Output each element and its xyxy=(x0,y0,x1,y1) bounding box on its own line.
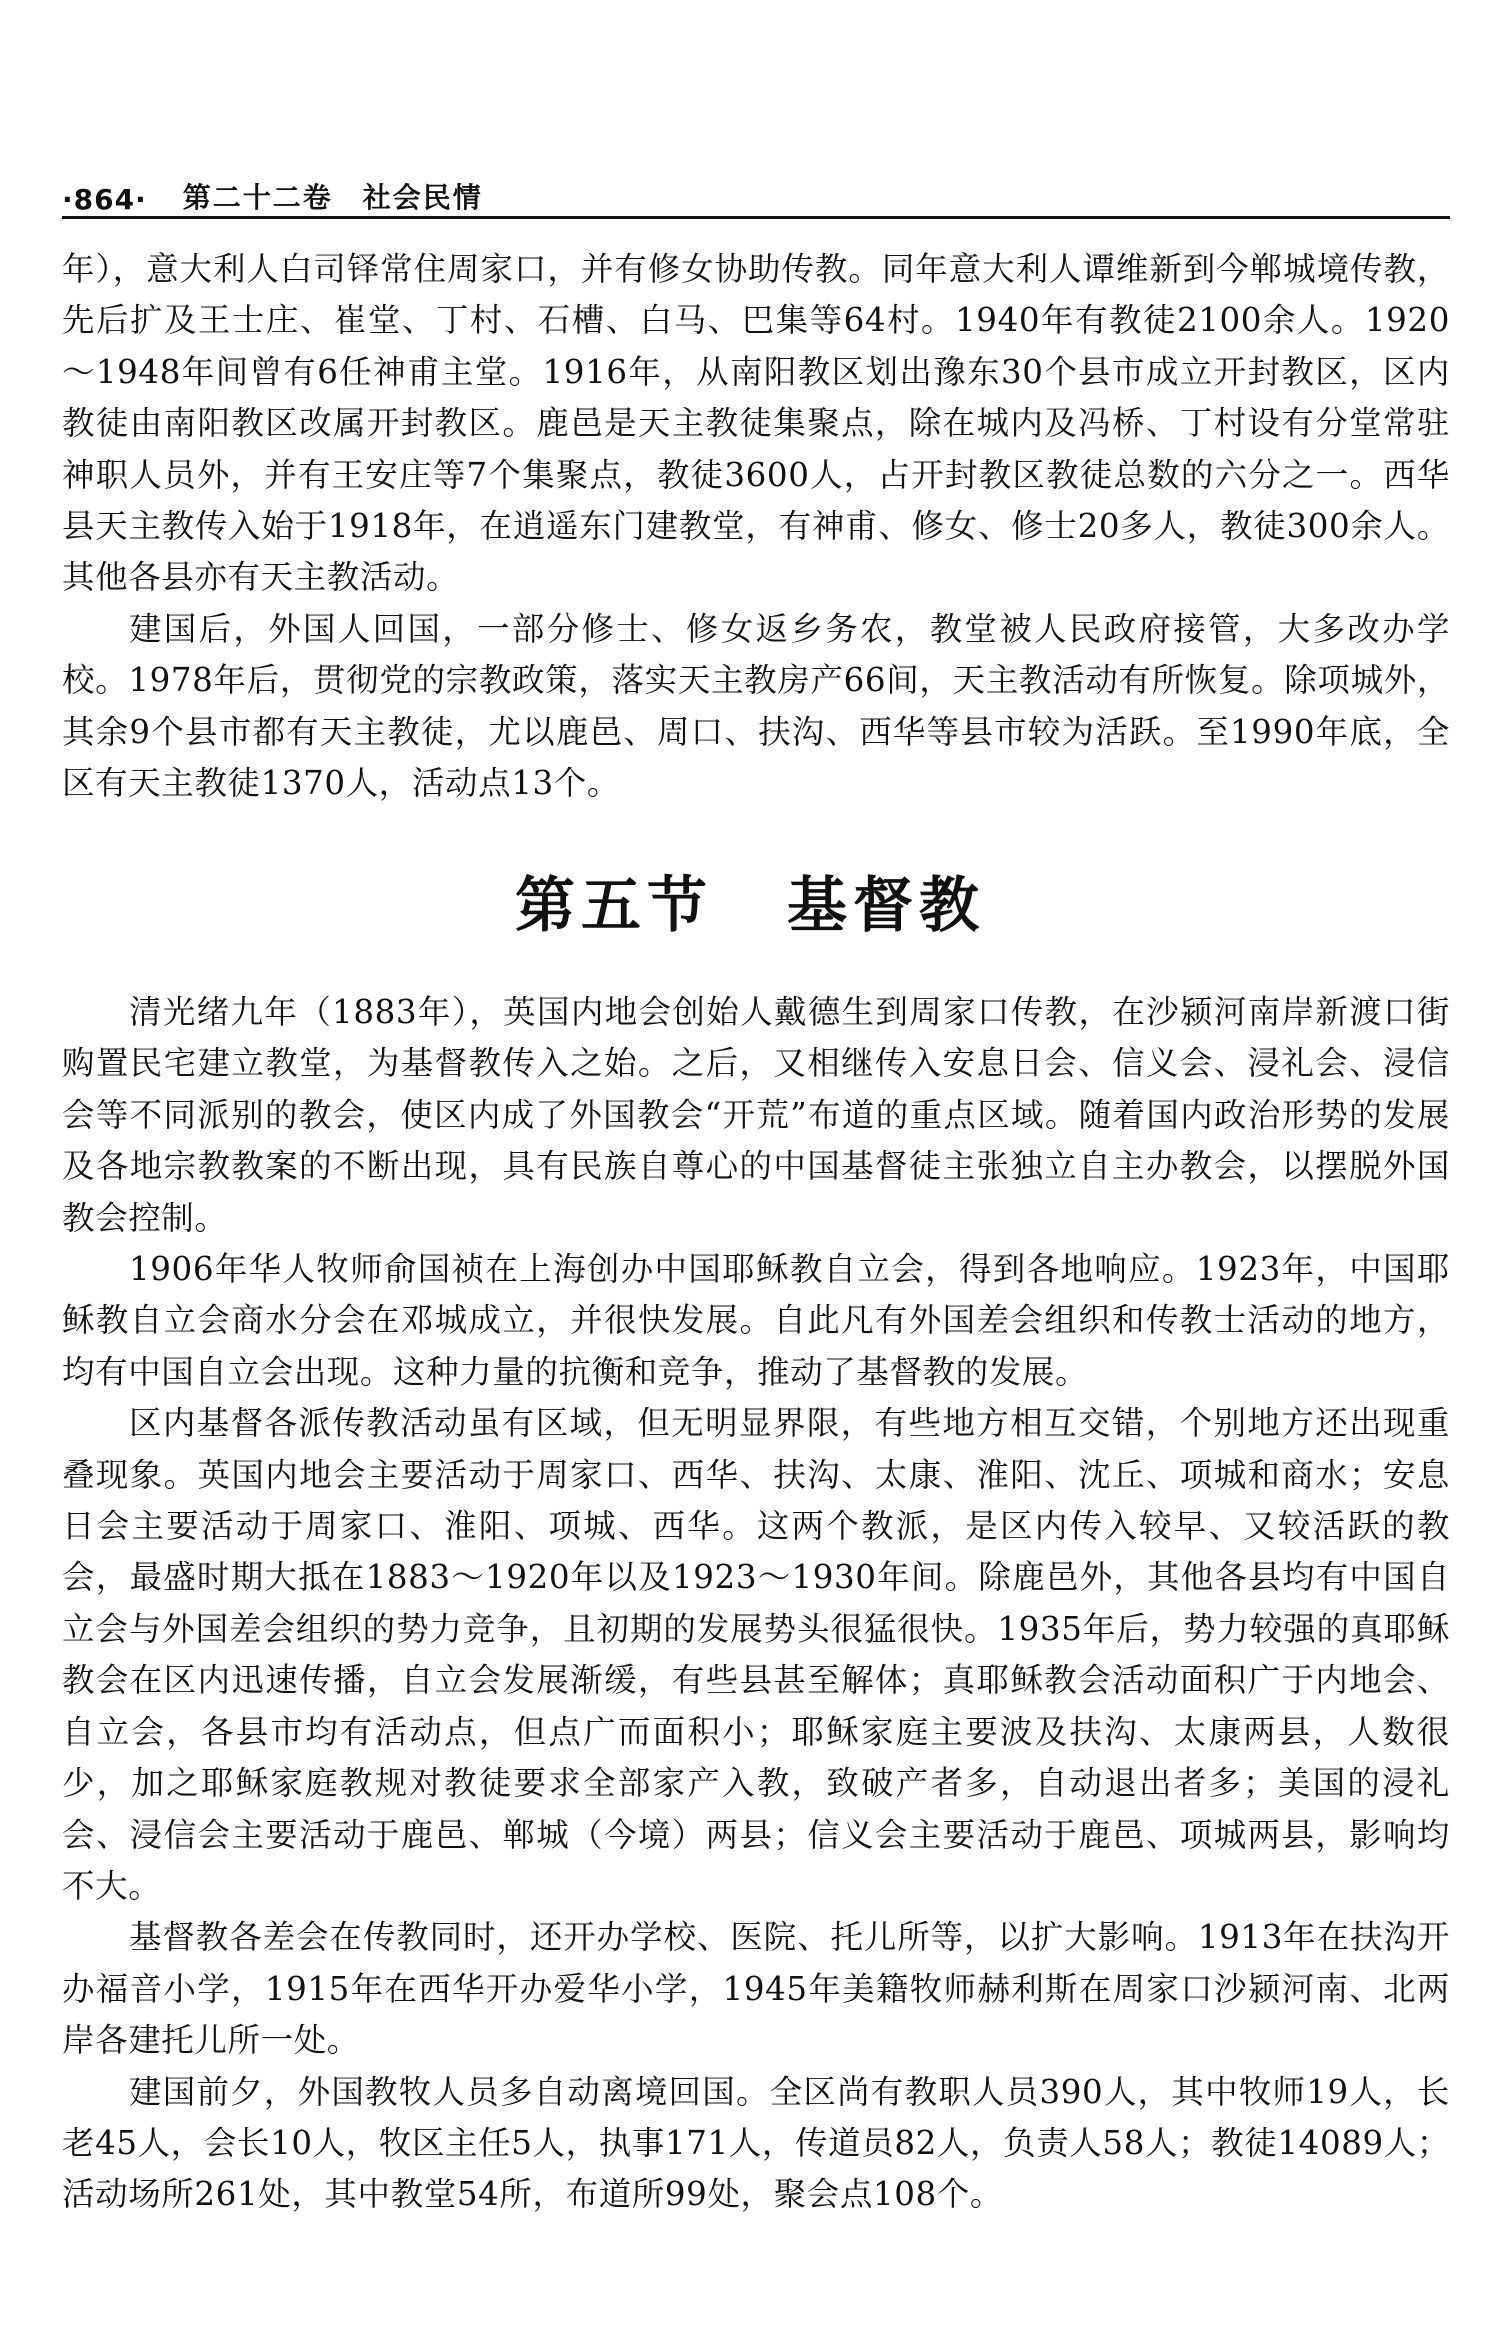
paragraph: 基督教各差会在传教同时，还开办学校、医院、托儿所等，以扩大影响。1913年在扶沟开办福音小学，1915年在西华开办爱华小学，1945年美籍牧师赫利斯在周家口沙颍河南、北两岸各建托儿所一处。 xyxy=(62,1918,1450,2060)
paragraph: 1906年华人牧师俞国祯在上海创办中国耶稣教自立会，得到各地响应。1923年，中国耶稣教自立会商水分会在邓城成立，并很快发展。自此凡有外国差会组织和传教士活动的地方，均有中国自立会出现。这种力量的抗衡和竞争，推动了基督教的发展。 xyxy=(62,1250,1450,1391)
running-header xyxy=(62,172,1450,216)
paragraph: 建国后，外国人回国，一部分修士、修女返乡务农，教堂被人民政府接管，大多改办学校。1978年后，贯彻党的宗教政策，落实天主教房产66间，天主教活动有所恢复。除项城外，其余9个县市都有天主教徒，尤以鹿邑、周口、扶沟、西华等县市较为活跃。至1990年底，全区有天主教徒1370人，活动点13个。 xyxy=(62,609,1450,803)
page-number: ·864· xyxy=(62,183,147,216)
section-number: 第五节 xyxy=(515,871,713,941)
header-rule xyxy=(62,216,1450,219)
paragraph: 区内基督各派传教活动虽有区域，但无明显界限，有些地方相互交错，个别地方还出现重叠现象。英国内地会主要活动于周家口、西华、扶沟、太康、淮阳、沈丘、项城和商水；安息日会主要活动于周家口、淮阳、项城、西华。这两个教派，是区内传入较早、又较活跃的教会，最盛时期大抵在1883～1920年以及1923～1930年间。除鹿邑外，其他各县均有中国自立会与外国差会组织的势力竞争，且初期的发展势头很猛很快。1935年后，势力较强的真耶稣教会在区内迅速传播，自立会发展渐缓，有些县甚至解体；真耶稣教会活动面积广于内地会、自立会，各县市均有活动点，但点广而面积小；耶稣家庭主要波及扶沟、太康两县，人数很少，加之耶稣家庭教规对教徒要求全部家产入教，致破产者多，自动退出者多；美国的浸礼会、浸信会主要活动于鹿邑、郸城（今境）两县；信义会主要活动于鹿邑、项城两县，影响均不大。 xyxy=(62,1404,1450,1905)
paragraph-continued: 年），意大利人白司铎常住周家口，并有修女协助传教。同年意大利人谭维新到今郸城境传教，先后扩及王士庄、崔堂、丁村、石槽、白马、巴集等64村。1940年有教徒2100余人。1920～1948年间曾有6任神甫主堂。1916年，从南阳教区划出豫东30个县市成立开封教区，区内教徒由南阳教区改属开封教区。鹿邑是天主教徒集聚点，除在城内及冯桥、丁村设有分堂常驻神职人员外，并有王安庄等7个集聚点，教徒3600人，占开封教区教徒总数的六分之一。西华县天主教传入始于1918年，在逍遥东门建教堂，有神甫、修女、修士20多人，教徒300余人。其他各县亦有天主教活动。 xyxy=(62,250,1450,597)
paragraph: 清光绪九年（1883年），英国内地会创始人戴德生到周家口传教，在沙颍河南岸新渡口街购置民宅建立教堂，为基督教传入之始。之后，又相继传入安息日会、信义会、浸礼会、浸信会等不同派别的教会，使区内成了外国教会“开荒”布道的重点区域。随着国内政治形势的发展及各地宗教教案的不断出现，具有民族自尊心的中国基督徒主张独立自主办教会，以摆脱外国教会控制。 xyxy=(62,993,1450,1237)
top-text-block xyxy=(62,244,1450,809)
section-title: 基督教 xyxy=(787,871,985,941)
section-heading xyxy=(0,858,1500,944)
paragraph: 建国前夕，外国教牧人员多自动离境回国。全区尚有教职人员390人，其中牧师19人，长老45人，会长10人，牧区主任5人，执事171人，传道员82人，负责人58人；教徒14089人；活动场所261处，其中教堂54所，布道所99处，聚会点108个。 xyxy=(62,2072,1450,2214)
volume-title: 第二十二卷 社会民情 xyxy=(182,181,483,214)
main-text-block xyxy=(62,987,1450,2221)
